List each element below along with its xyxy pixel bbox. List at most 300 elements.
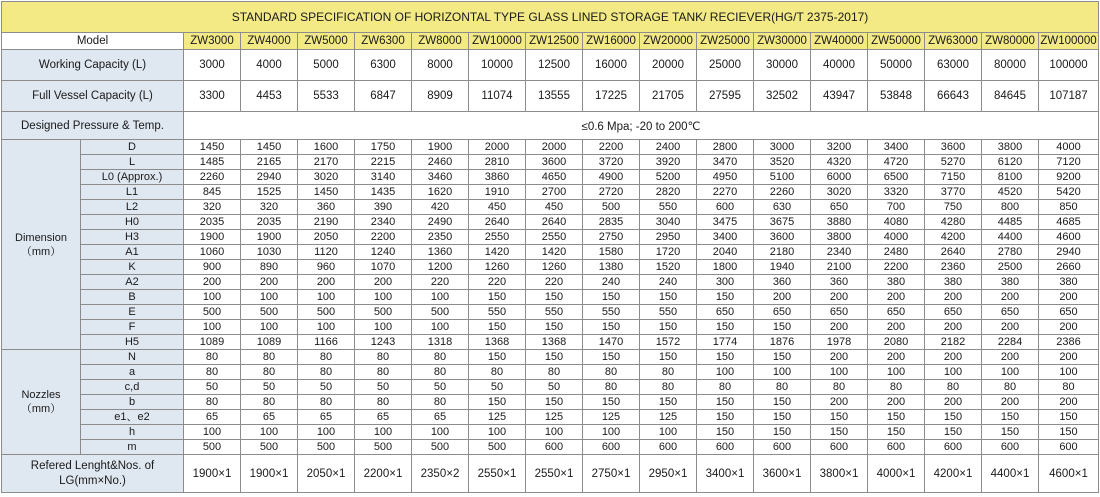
model-cell: ZW8000 — [412, 33, 469, 50]
value-cell: 650 — [811, 200, 868, 215]
value-cell: 50 — [355, 380, 412, 395]
value-cell: 2200 — [583, 140, 640, 155]
value-cell: 380 — [982, 275, 1039, 290]
value-cell: 1580 — [583, 245, 640, 260]
nozzles-row — [2, 395, 1099, 410]
working-capacity-row — [2, 50, 1099, 81]
value-cell: 65 — [355, 410, 412, 425]
value-cell: 3475 — [697, 215, 754, 230]
value-cell: 2165 — [241, 155, 298, 170]
nozzles-param-label: c,d — [81, 380, 184, 395]
value-cell: 150 — [640, 350, 697, 365]
value-cell: 3600×1 — [754, 455, 811, 493]
model-label: Model — [2, 33, 184, 50]
value-cell: 2260 — [754, 185, 811, 200]
nozzles-group-unit: （mm） — [20, 403, 62, 415]
value-cell: 3400 — [697, 230, 754, 245]
value-cell: 3040 — [640, 215, 697, 230]
value-cell: 5000 — [298, 50, 355, 81]
value-cell: 2270 — [697, 185, 754, 200]
value-cell: 200 — [868, 350, 925, 365]
value-cell: 3675 — [754, 215, 811, 230]
value-cell: 27595 — [697, 81, 754, 112]
value-cell: 150 — [526, 350, 583, 365]
value-cell: 2950×1 — [640, 455, 697, 493]
value-cell: 20000 — [640, 50, 697, 81]
value-cell: 1900 — [412, 140, 469, 155]
value-cell: 150 — [526, 320, 583, 335]
value-cell: 320 — [184, 200, 241, 215]
model-cell: ZW4000 — [241, 33, 298, 50]
nozzles-group-title: Nozzles — [21, 389, 61, 401]
value-cell: 2180 — [754, 245, 811, 260]
value-cell: 500 — [184, 440, 241, 455]
value-cell: 1070 — [355, 260, 412, 275]
value-cell: 3800 — [982, 140, 1039, 155]
value-cell: 100 — [355, 290, 412, 305]
value-cell: 200 — [982, 290, 1039, 305]
value-cell: 200 — [1039, 350, 1099, 365]
dimension-param-label: E — [81, 305, 184, 320]
value-cell: 66643 — [925, 81, 982, 112]
nozzles-group-label — [2, 350, 81, 455]
value-cell: 600 — [754, 440, 811, 455]
value-cell: 200 — [811, 395, 868, 410]
value-cell: 150 — [982, 410, 1039, 425]
value-cell: 2170 — [298, 155, 355, 170]
value-cell: 1260 — [526, 260, 583, 275]
value-cell: 630 — [754, 200, 811, 215]
value-cell: 4000 — [241, 50, 298, 81]
value-cell: 150 — [1039, 425, 1099, 440]
dimension-param-label: A2 — [81, 275, 184, 290]
value-cell: 2940 — [1039, 245, 1099, 260]
value-cell: 3800×1 — [811, 455, 868, 493]
value-cell: 80 — [697, 380, 754, 395]
value-cell: 4200 — [925, 230, 982, 245]
value-cell: 1450 — [184, 140, 241, 155]
value-cell: 4000 — [868, 230, 925, 245]
value-cell: 2750×1 — [583, 455, 640, 493]
value-cell: 650 — [754, 305, 811, 320]
value-cell: 1120 — [298, 245, 355, 260]
dimension-param-label: H0 — [81, 215, 184, 230]
dimension-row — [2, 335, 1099, 350]
value-cell: 700 — [868, 200, 925, 215]
value-cell: 650 — [697, 305, 754, 320]
value-cell: 1525 — [241, 185, 298, 200]
value-cell: 200 — [925, 350, 982, 365]
nozzles-row — [2, 380, 1099, 395]
dimension-row — [2, 170, 1099, 185]
value-cell: 1243 — [355, 335, 412, 350]
dimension-row — [2, 185, 1099, 200]
value-cell: 10000 — [469, 50, 526, 81]
value-cell: 150 — [754, 410, 811, 425]
value-cell: 1089 — [184, 335, 241, 350]
value-cell: 550 — [469, 305, 526, 320]
value-cell: 150 — [526, 290, 583, 305]
value-cell: 107187 — [1039, 81, 1099, 112]
model-cell: ZW40000 — [811, 33, 868, 50]
dimension-row — [2, 290, 1099, 305]
value-cell: 5533 — [298, 81, 355, 112]
value-cell: 900 — [184, 260, 241, 275]
value-cell: 3400×1 — [697, 455, 754, 493]
value-cell: 80 — [640, 365, 697, 380]
value-cell: 1572 — [640, 335, 697, 350]
model-row — [2, 33, 1099, 50]
value-cell: 80 — [583, 380, 640, 395]
value-cell: 2080 — [868, 335, 925, 350]
value-cell: 300 — [697, 275, 754, 290]
nozzles-row — [2, 350, 1099, 365]
value-cell: 4453 — [241, 81, 298, 112]
value-cell: 50 — [412, 380, 469, 395]
value-cell: 500 — [241, 440, 298, 455]
value-cell: 500 — [355, 305, 412, 320]
value-cell: 200 — [811, 320, 868, 335]
dimension-row — [2, 215, 1099, 230]
value-cell: 2340 — [811, 245, 868, 260]
value-cell: 2100 — [811, 260, 868, 275]
value-cell: 100 — [241, 320, 298, 335]
value-cell: 240 — [640, 275, 697, 290]
value-cell: 1318 — [412, 335, 469, 350]
value-cell: 1876 — [754, 335, 811, 350]
dimension-row — [2, 140, 1099, 155]
value-cell: 2200 — [355, 230, 412, 245]
value-cell: 6000 — [811, 170, 868, 185]
value-cell: 650 — [811, 305, 868, 320]
value-cell: 50 — [298, 380, 355, 395]
value-cell: 2400 — [640, 140, 697, 155]
value-cell: 150 — [640, 320, 697, 335]
dimension-group-unit: （mm） — [20, 245, 62, 258]
value-cell: 380 — [1039, 275, 1099, 290]
value-cell: 2640 — [925, 245, 982, 260]
value-cell: 200 — [754, 290, 811, 305]
value-cell: 650 — [868, 305, 925, 320]
value-cell: 1450 — [298, 185, 355, 200]
value-cell: 200 — [1039, 395, 1099, 410]
value-cell: 150 — [469, 395, 526, 410]
value-cell: 600 — [640, 440, 697, 455]
value-cell: 600 — [982, 440, 1039, 455]
value-cell: 380 — [925, 275, 982, 290]
value-cell: 8000 — [412, 50, 469, 81]
refered-label-line1: Refered Lenght&Nos. of — [30, 459, 155, 472]
value-cell: 84645 — [982, 81, 1039, 112]
value-cell: 65 — [184, 410, 241, 425]
value-cell: 2386 — [1039, 335, 1099, 350]
nozzles-param-label: e1、e2 — [81, 410, 184, 425]
dimension-param-label: D — [81, 140, 184, 155]
value-cell: 80 — [184, 350, 241, 365]
value-cell: 1089 — [241, 335, 298, 350]
value-cell: 500 — [412, 440, 469, 455]
value-cell: 845 — [184, 185, 241, 200]
value-cell: 1420 — [469, 245, 526, 260]
dimension-row — [2, 200, 1099, 215]
value-cell: 1900 — [241, 230, 298, 245]
dimension-param-label: L0 (Approx.) — [81, 170, 184, 185]
value-cell: 100 — [1039, 365, 1099, 380]
full-capacity-label: Full Vessel Capacity (L) — [2, 81, 184, 112]
value-cell: 50 — [526, 380, 583, 395]
value-cell: 2750 — [583, 230, 640, 245]
value-cell: 4080 — [868, 215, 925, 230]
value-cell: 360 — [754, 275, 811, 290]
value-cell: 4600×1 — [1039, 455, 1099, 493]
value-cell: 1435 — [355, 185, 412, 200]
value-cell: 200 — [1039, 290, 1099, 305]
value-cell: 5270 — [925, 155, 982, 170]
value-cell: 12500 — [526, 50, 583, 81]
value-cell: 420 — [412, 200, 469, 215]
value-cell: 2035 — [241, 215, 298, 230]
value-cell: 200 — [868, 395, 925, 410]
value-cell: 11074 — [469, 81, 526, 112]
dimension-param-label: L1 — [81, 185, 184, 200]
value-cell: 80 — [982, 380, 1039, 395]
value-cell: 80 — [241, 365, 298, 380]
value-cell: 4650 — [526, 170, 583, 185]
value-cell: 100 — [241, 425, 298, 440]
value-cell: 200 — [355, 275, 412, 290]
value-cell: 1520 — [640, 260, 697, 275]
value-cell: 80 — [298, 395, 355, 410]
value-cell: 1368 — [469, 335, 526, 350]
value-cell: 80 — [298, 350, 355, 365]
value-cell: 100 — [412, 425, 469, 440]
value-cell: 7150 — [925, 170, 982, 185]
dimension-param-label: B — [81, 290, 184, 305]
value-cell: 3860 — [469, 170, 526, 185]
value-cell: 8100 — [982, 170, 1039, 185]
value-cell: 80 — [868, 380, 925, 395]
value-cell: 500 — [355, 440, 412, 455]
value-cell: 80 — [412, 365, 469, 380]
value-cell: 80 — [469, 365, 526, 380]
value-cell: 4000 — [1039, 140, 1099, 155]
value-cell: 2360 — [925, 260, 982, 275]
model-cell: ZW80000 — [982, 33, 1039, 50]
value-cell: 3880 — [811, 215, 868, 230]
value-cell: 150 — [925, 425, 982, 440]
value-cell: 450 — [526, 200, 583, 215]
value-cell: 2350 — [412, 230, 469, 245]
value-cell: 65 — [298, 410, 355, 425]
value-cell: 600 — [526, 440, 583, 455]
value-cell: 200 — [184, 275, 241, 290]
value-cell: 550 — [583, 305, 640, 320]
nozzles-row — [2, 365, 1099, 380]
value-cell: 550 — [526, 305, 583, 320]
value-cell: 200 — [241, 275, 298, 290]
model-cell: ZW3000 — [184, 33, 241, 50]
value-cell: 1060 — [184, 245, 241, 260]
value-cell: 21705 — [640, 81, 697, 112]
value-cell: 100 — [925, 365, 982, 380]
value-cell: 50 — [469, 380, 526, 395]
value-cell: 2640 — [526, 215, 583, 230]
value-cell: 150 — [754, 350, 811, 365]
value-cell: 3200 — [811, 140, 868, 155]
value-cell: 8909 — [412, 81, 469, 112]
value-cell: 200 — [925, 290, 982, 305]
value-cell: 4400 — [982, 230, 1039, 245]
value-cell: 100 — [811, 365, 868, 380]
nozzles-param-label: a — [81, 365, 184, 380]
value-cell: 7120 — [1039, 155, 1099, 170]
value-cell: 5200 — [640, 170, 697, 185]
value-cell: 220 — [412, 275, 469, 290]
value-cell: 4000×1 — [868, 455, 925, 493]
value-cell: 2550 — [526, 230, 583, 245]
value-cell: 100 — [583, 425, 640, 440]
model-cell: ZW16000 — [583, 33, 640, 50]
dimension-param-label: L — [81, 155, 184, 170]
value-cell: 150 — [583, 320, 640, 335]
value-cell: 4485 — [982, 215, 1039, 230]
value-cell: 30000 — [754, 50, 811, 81]
value-cell: 3300 — [184, 81, 241, 112]
dimension-param-label: L2 — [81, 200, 184, 215]
value-cell: 1910 — [469, 185, 526, 200]
value-cell: 150 — [583, 395, 640, 410]
value-cell: 100 — [184, 425, 241, 440]
dimension-row — [2, 275, 1099, 290]
value-cell: 3470 — [697, 155, 754, 170]
table-title: STANDARD SPECIFICATION OF HORIZONTAL TYPE GLASS LINED STORAGE TANK/ RECIEVER(HG/T 2375-2017) — [2, 2, 1099, 33]
value-cell: 4900 — [583, 170, 640, 185]
value-cell: 320 — [241, 200, 298, 215]
value-cell: 2460 — [412, 155, 469, 170]
value-cell: 200 — [868, 320, 925, 335]
model-cell: ZW25000 — [697, 33, 754, 50]
value-cell: 6300 — [355, 50, 412, 81]
model-cell: ZW6300 — [355, 33, 412, 50]
value-cell: 600 — [697, 200, 754, 215]
value-cell: 16000 — [583, 50, 640, 81]
value-cell: 4280 — [925, 215, 982, 230]
value-cell: 80 — [355, 365, 412, 380]
value-cell: 2820 — [640, 185, 697, 200]
value-cell: 50000 — [868, 50, 925, 81]
value-cell: 2550×1 — [526, 455, 583, 493]
value-cell: 6500 — [868, 170, 925, 185]
value-cell: 1600 — [298, 140, 355, 155]
refered-row — [2, 455, 1099, 493]
value-cell: 2182 — [925, 335, 982, 350]
value-cell: 80 — [412, 350, 469, 365]
value-cell: 53848 — [868, 81, 925, 112]
model-cell: ZW10000 — [469, 33, 526, 50]
value-cell: 100 — [412, 320, 469, 335]
dimension-row — [2, 230, 1099, 245]
value-cell: 200 — [298, 275, 355, 290]
dimension-param-label: H5 — [81, 335, 184, 350]
title-row — [2, 2, 1099, 33]
value-cell: 4600 — [1039, 230, 1099, 245]
value-cell: 4685 — [1039, 215, 1099, 230]
value-cell: 150 — [469, 350, 526, 365]
value-cell: 100 — [184, 320, 241, 335]
value-cell: 600 — [868, 440, 925, 455]
value-cell: 1260 — [469, 260, 526, 275]
value-cell: 63000 — [925, 50, 982, 81]
nozzles-param-label: N — [81, 350, 184, 365]
value-cell: 600 — [925, 440, 982, 455]
value-cell: 500 — [298, 305, 355, 320]
value-cell: 100 — [982, 365, 1039, 380]
value-cell: 150 — [697, 290, 754, 305]
value-cell: 80 — [355, 395, 412, 410]
value-cell: 600 — [697, 440, 754, 455]
value-cell: 125 — [583, 410, 640, 425]
value-cell: 550 — [640, 200, 697, 215]
value-cell: 1200 — [412, 260, 469, 275]
value-cell: 2550 — [469, 230, 526, 245]
value-cell: 3520 — [754, 155, 811, 170]
value-cell: 100 — [298, 320, 355, 335]
value-cell: 500 — [241, 305, 298, 320]
value-cell: 2050×1 — [298, 455, 355, 493]
dimension-row — [2, 320, 1099, 335]
value-cell: 1360 — [412, 245, 469, 260]
value-cell: 1368 — [526, 335, 583, 350]
value-cell: 200 — [982, 350, 1039, 365]
value-cell: 1420 — [526, 245, 583, 260]
value-cell: 200 — [982, 320, 1039, 335]
value-cell: 150 — [754, 425, 811, 440]
value-cell: 2810 — [469, 155, 526, 170]
value-cell: 2340 — [355, 215, 412, 230]
value-cell: 100 — [754, 365, 811, 380]
value-cell: 150 — [583, 290, 640, 305]
value-cell: 1450 — [241, 140, 298, 155]
model-cell: ZW50000 — [868, 33, 925, 50]
value-cell: 80 — [412, 395, 469, 410]
value-cell: 200 — [925, 395, 982, 410]
value-cell: 650 — [982, 305, 1039, 320]
value-cell: 2800 — [697, 140, 754, 155]
dimension-param-label: F — [81, 320, 184, 335]
value-cell: 80 — [640, 380, 697, 395]
value-cell: 360 — [298, 200, 355, 215]
value-cell: 150 — [469, 320, 526, 335]
dimension-param-label: A1 — [81, 245, 184, 260]
value-cell: 3140 — [355, 170, 412, 185]
value-cell: 5420 — [1039, 185, 1099, 200]
value-cell: 1720 — [640, 245, 697, 260]
value-cell: 200 — [811, 290, 868, 305]
value-cell: 1774 — [697, 335, 754, 350]
value-cell: 2215 — [355, 155, 412, 170]
value-cell: 2835 — [583, 215, 640, 230]
model-cell: ZW63000 — [925, 33, 982, 50]
value-cell: 150 — [982, 425, 1039, 440]
value-cell: 2490 — [412, 215, 469, 230]
nozzles-row — [2, 410, 1099, 425]
value-cell: 150 — [640, 395, 697, 410]
value-cell: 100 — [412, 290, 469, 305]
value-cell: 1620 — [412, 185, 469, 200]
value-cell: 220 — [526, 275, 583, 290]
value-cell: 80 — [754, 380, 811, 395]
value-cell: 1750 — [355, 140, 412, 155]
